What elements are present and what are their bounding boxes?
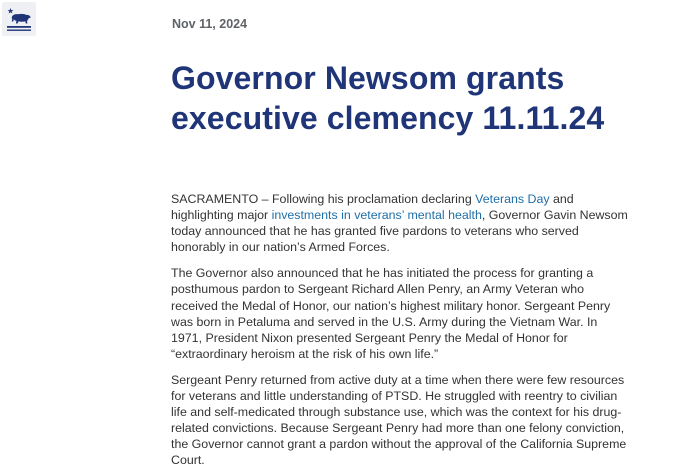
home-logo-link[interactable]	[2, 2, 36, 36]
article-paragraph-3: Sergeant Penry returned from active duty at a time when there were few resources for veterans and little understanding of PTSD. He struggled with reentry to civilian life and self-medicated through substance use, which was the context for his drug-related convictions. Because Sergeant Penry had more than one felony conviction, the Governor cannot grant a pardon without the approval of the California Supreme Court.	[171, 372, 627, 468]
paragraph-text: , Governor Gavin Newsom today announced that he has granted five pardons to veterans who served honorably in our nation’s Armed Forces.	[171, 208, 628, 255]
california-bear-flag-icon	[2, 2, 36, 36]
paragraph-text: SACRAMENTO – Following his proclamation declaring	[171, 192, 476, 206]
article-paragraph-2: The Governor also announced that he has initiated the process for granting a posthumous pardon to Sergeant Richard Allen Penry, an Army Veteran who received the Medal of Honor, our nation’s highest military honor. Sergeant Penry was born in Petaluma and served in the U.S. Army during the Vietnam War. In 1971, President Nixon presented Sergeant Penry the Medal of Honor for “extraordinary heroism at the risk of his own life.”	[171, 266, 611, 361]
article-paragraph-1	[171, 191, 631, 255]
veterans-mental-health-link[interactable]: investments in veterans’ mental health	[271, 208, 482, 223]
article-date: Nov 11, 2024	[172, 17, 248, 31]
article-title: Governor Newsom grants executive clemency 11.11.24	[171, 60, 605, 136]
article-body	[171, 191, 631, 475]
veterans-day-link[interactable]: Veterans Day	[475, 192, 550, 206]
paragraph-text: and highlighting major	[171, 192, 574, 223]
